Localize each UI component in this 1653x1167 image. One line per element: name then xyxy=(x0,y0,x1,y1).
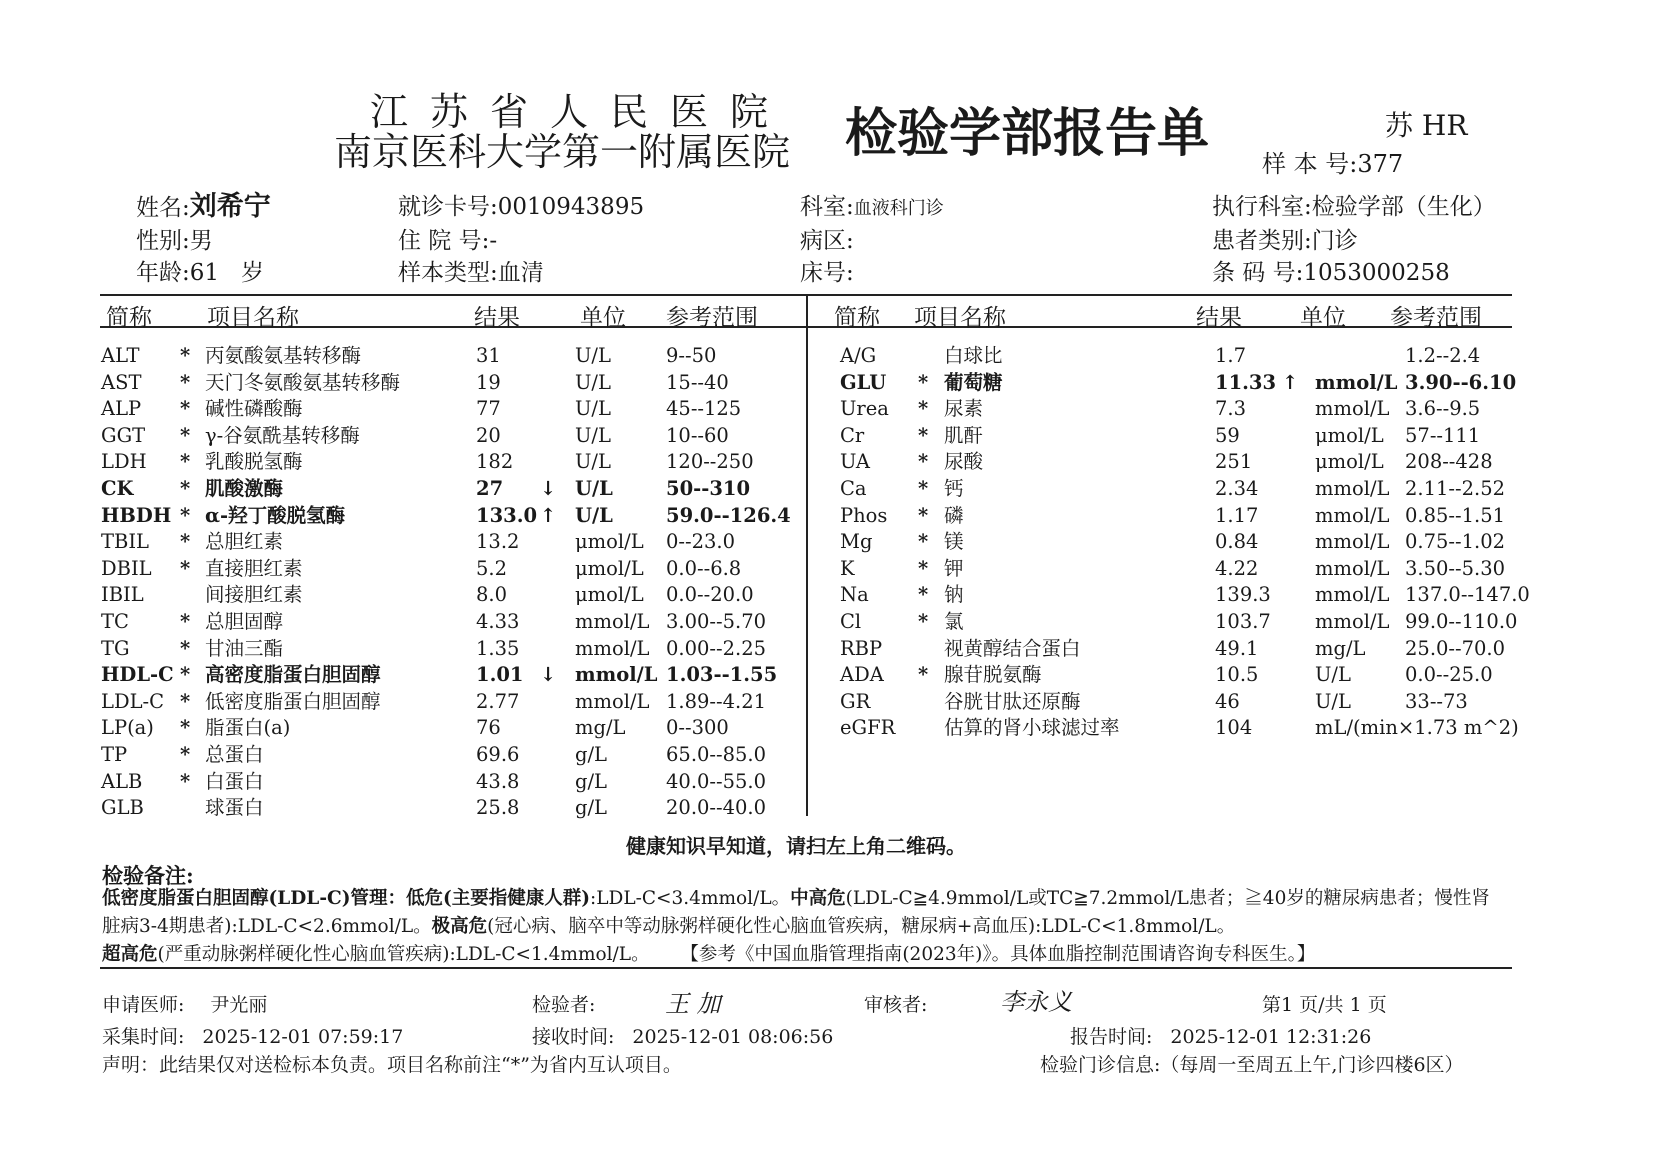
received-time xyxy=(532,1022,833,1049)
cell-star: * xyxy=(180,769,191,793)
cell-result: 76 xyxy=(476,716,501,740)
cell-name: 总蛋白 xyxy=(205,743,264,766)
patient-sex xyxy=(136,227,213,255)
cell-name: 钠 xyxy=(944,583,964,607)
cell-flag: ↑ xyxy=(1282,370,1299,394)
cell-range: 65.0--85.0 xyxy=(666,743,767,766)
cell-name: 腺苷脱氨酶 xyxy=(944,663,1042,687)
patient-name-value: 刘希宁 xyxy=(189,191,271,222)
patient-age-unit: 岁 xyxy=(241,260,265,286)
reviewer-signature: 李永义 xyxy=(1000,988,1072,1016)
cell-range: 3.00--5.70 xyxy=(666,610,767,633)
cell-star: * xyxy=(918,450,929,474)
cell-range: 0.75--1.02 xyxy=(1405,530,1506,554)
cell-range: 15--40 xyxy=(666,370,729,394)
cell-result: 13.2 xyxy=(476,530,520,554)
cell-result: 1.17 xyxy=(1215,503,1259,527)
cell-abbr: GR xyxy=(840,689,871,713)
cell-result: 25.8 xyxy=(476,796,520,820)
cell-flag: ↓ xyxy=(540,663,557,687)
visit-card xyxy=(398,193,644,221)
col-abbr-left: 简称 xyxy=(106,305,152,331)
cell-abbr: eGFR xyxy=(840,716,896,740)
cell-result: 1.7 xyxy=(1215,344,1247,367)
notes-mid-high-risk-heading: 中高危 xyxy=(790,888,846,909)
patient-type-label: 患者类别: xyxy=(1212,228,1312,254)
table-row xyxy=(0,662,1653,688)
cell-abbr: CK xyxy=(101,477,134,500)
patient-type-value: 门诊 xyxy=(1311,228,1358,254)
cell-result: 4.22 xyxy=(1215,556,1259,580)
cell-abbr: ADA xyxy=(840,663,884,687)
cell-star: * xyxy=(180,556,191,580)
cell-abbr: TG xyxy=(101,636,130,660)
cell-unit: U/L xyxy=(575,450,611,474)
notes-ldl-low-risk-heading: 低密度脂蛋白胆固醇(LDL-C)管理：低危(主要指健康人群) xyxy=(102,888,590,909)
sample-number-label: 样 本 号: xyxy=(1262,150,1358,178)
cell-unit: U/L xyxy=(575,423,611,447)
cell-name: α-羟丁酸脱氢酶 xyxy=(205,503,346,527)
cell-result: 11.33 xyxy=(1215,370,1277,394)
table-row xyxy=(0,742,1653,768)
cell-result: 69.6 xyxy=(476,743,520,766)
cell-abbr: Cr xyxy=(840,423,865,447)
exec-department-label: 执行科室: xyxy=(1212,194,1312,220)
cell-star: * xyxy=(180,344,191,367)
cell-range: 0.0--25.0 xyxy=(1405,663,1493,687)
department-label: 科室: xyxy=(800,194,854,220)
cell-star: * xyxy=(918,423,929,447)
cell-name: 镁 xyxy=(944,530,964,554)
cell-range: 3.6--9.5 xyxy=(1405,397,1481,421)
col-result-right: 结果 xyxy=(1196,305,1242,331)
cell-name: 脂蛋白(a) xyxy=(205,716,291,740)
cell-star: * xyxy=(918,663,929,687)
cell-star: * xyxy=(180,689,191,713)
cell-result: 5.2 xyxy=(476,556,508,580)
cell-result: 4.33 xyxy=(476,610,520,633)
cell-name: 氯 xyxy=(944,610,964,633)
cell-result: 31 xyxy=(476,344,501,367)
cell-unit: μmol/L xyxy=(1315,450,1384,474)
reviewer xyxy=(864,990,927,1017)
cell-result: 43.8 xyxy=(476,769,520,793)
table-row xyxy=(0,396,1653,422)
patient-age-value: 61 xyxy=(189,260,220,286)
report-time-label: 报告时间: xyxy=(1070,1026,1153,1048)
patient-type xyxy=(1212,227,1358,255)
notes-guideline-reference: 【参考《中国血脂管理指南(2023年)》。具体血脂控制范围请咨询专科医生。】 xyxy=(689,944,1316,965)
cell-result: 104 xyxy=(1215,716,1253,740)
cell-unit: μmol/L xyxy=(575,583,644,607)
requesting-doctor-value: 尹光丽 xyxy=(210,994,268,1016)
cell-unit: μmol/L xyxy=(575,556,644,580)
cell-name: 视黄醇结合蛋白 xyxy=(944,636,1081,660)
cell-name: 谷胱甘肽还原酶 xyxy=(944,689,1081,713)
hospital-name-line1: 江苏省人民医院 xyxy=(370,90,791,134)
cell-result: 27 xyxy=(476,477,504,500)
cell-star: * xyxy=(918,370,929,394)
cell-abbr: LDL-C xyxy=(101,689,165,713)
cell-name: 钙 xyxy=(944,477,964,500)
cell-range: 10--60 xyxy=(666,423,729,447)
col-range-left: 参考范围 xyxy=(666,305,758,331)
col-unit-right: 单位 xyxy=(1300,305,1346,331)
col-unit-left: 单位 xyxy=(580,305,626,331)
cell-result: 103.7 xyxy=(1215,610,1271,633)
visit-card-label: 就诊卡号: xyxy=(398,194,498,220)
cell-range: 45--125 xyxy=(666,397,742,421)
patient-name-label: 姓名: xyxy=(136,195,190,221)
cell-abbr: Mg xyxy=(840,530,873,554)
cell-flag: ↑ xyxy=(540,503,557,527)
notes-very-high-risk-heading: 极高危 xyxy=(431,916,488,937)
department-value: 血液科门诊 xyxy=(853,198,944,219)
cell-range: 0.00--2.25 xyxy=(666,636,767,660)
cell-name: 尿酸 xyxy=(944,450,984,474)
notes-extreme-risk-heading: 超高危 xyxy=(102,944,158,965)
visit-card-value: 0010943895 xyxy=(497,194,645,220)
received-time-value: 2025-12-01 08:06:56 xyxy=(632,1026,834,1048)
cell-result: 7.3 xyxy=(1215,397,1247,421)
table-row xyxy=(0,503,1653,529)
page-indicator: 第1 页/共 1 页 xyxy=(1262,994,1387,1016)
requesting-doctor-label: 申请医师: xyxy=(102,994,185,1016)
cell-unit: U/L xyxy=(1315,663,1351,687)
cell-abbr: TBIL xyxy=(101,530,149,554)
ward-label: 病区: xyxy=(800,228,854,254)
cell-star: * xyxy=(918,397,929,421)
table-row xyxy=(0,636,1653,662)
cell-range: 9--50 xyxy=(666,344,717,367)
ward xyxy=(800,227,854,255)
cell-abbr: ALT xyxy=(101,344,140,367)
barcode-label: 条 码 号: xyxy=(1212,260,1304,286)
tester xyxy=(532,990,595,1017)
clinic-info: 检验门诊信息:（每周一至周五上午,门诊四楼6区） xyxy=(1040,1054,1464,1076)
barcode-value: 1053000258 xyxy=(1303,260,1450,286)
cell-result: 133.0 xyxy=(476,503,538,527)
cell-result: 49.1 xyxy=(1215,636,1259,660)
cell-star: * xyxy=(180,477,191,500)
sample-type xyxy=(398,259,544,287)
health-tip: 健康知识早知道，请扫左上角二维码。 xyxy=(626,834,966,858)
cell-star: * xyxy=(180,663,191,687)
cell-star: * xyxy=(918,477,929,500)
cell-name: 甘油三酯 xyxy=(205,636,284,660)
cell-star: * xyxy=(180,636,191,660)
cell-name: 尿素 xyxy=(944,397,984,421)
cell-unit: mmol/L xyxy=(575,689,650,713)
cell-range: 120--250 xyxy=(666,450,754,474)
disclaimer: 声明：此结果仅对送检标本负责。项目名称前注“*”为省内互认项目。 xyxy=(102,1054,682,1076)
cell-abbr: Urea xyxy=(840,397,889,421)
exec-department-value: 检验学部（生化） xyxy=(1311,194,1496,220)
cell-unit: U/L xyxy=(1315,689,1351,713)
cell-name: 总胆固醇 xyxy=(205,610,284,633)
table-row xyxy=(0,449,1653,475)
table-row xyxy=(0,476,1653,502)
cell-unit: mmol/L xyxy=(1315,530,1390,554)
cell-name: 乳酸脱氢酶 xyxy=(205,450,303,474)
cell-unit: mmol/L xyxy=(575,636,650,660)
cell-unit: μmol/L xyxy=(1315,423,1384,447)
hospital-name-line2: 南京医科大学第一附属医院 xyxy=(334,130,791,174)
patient-name xyxy=(136,193,271,222)
bed xyxy=(800,259,854,287)
cell-abbr: TP xyxy=(101,743,128,766)
cell-result: 46 xyxy=(1215,689,1240,713)
cell-unit: mmol/L xyxy=(1315,583,1390,607)
cell-star: * xyxy=(180,743,191,766)
cell-range: 0--23.0 xyxy=(666,530,736,554)
cell-unit: U/L xyxy=(575,503,613,527)
report-time xyxy=(1070,1022,1371,1049)
cell-star: * xyxy=(180,450,191,474)
table-row xyxy=(0,795,1653,821)
cell-result: 182 xyxy=(476,450,514,474)
cell-name: 白球比 xyxy=(944,344,1003,367)
tester-label: 检验者: xyxy=(532,994,596,1016)
cell-unit: mmol/L xyxy=(575,663,658,687)
cell-star: * xyxy=(918,503,929,527)
cell-unit: mmol/L xyxy=(1315,477,1390,500)
cell-range: 3.50--5.30 xyxy=(1405,556,1506,580)
cell-unit: g/L xyxy=(575,796,608,820)
cell-unit: mmol/L xyxy=(575,610,650,633)
table-row xyxy=(0,715,1653,741)
cell-unit: g/L xyxy=(575,743,608,766)
cell-range: 25.0--70.0 xyxy=(1405,636,1506,660)
cell-star: * xyxy=(180,423,191,447)
cell-result: 10.5 xyxy=(1215,663,1259,687)
inpatient-no-label: 住 院 号: xyxy=(398,228,490,254)
notes-mid-high-risk-text: (LDL-C≧4.9mmol/L或TC≧7.2mmol/L患者；≧40岁的糖尿病患者；慢性肾脏病3-4期患者):LDL-C<2.6mmol/L。 xyxy=(102,888,1490,937)
col-name-left: 项目名称 xyxy=(207,305,299,331)
barcode xyxy=(1212,259,1450,287)
requesting-doctor xyxy=(102,990,267,1017)
cell-star: * xyxy=(180,716,191,740)
cell-abbr: AST xyxy=(101,370,142,394)
cell-star: * xyxy=(180,397,191,421)
cell-abbr: GLU xyxy=(840,370,887,394)
cell-name: 碱性磷酸酶 xyxy=(205,397,303,421)
reviewer-label: 审核者: xyxy=(864,994,928,1016)
cell-name: 钾 xyxy=(944,556,964,580)
cell-unit: mmol/L xyxy=(1315,370,1398,394)
cell-result: 77 xyxy=(476,397,501,421)
cell-unit: mL/(min×1.73 m^2) xyxy=(1315,716,1519,740)
cell-result: 19 xyxy=(476,370,501,394)
cell-abbr: RBP xyxy=(840,636,883,660)
notes-body xyxy=(102,885,1502,969)
sample-type-value: 血清 xyxy=(497,260,544,286)
cell-abbr: HDL-C xyxy=(101,663,174,687)
cell-abbr: LDH xyxy=(101,450,147,474)
table-row xyxy=(0,370,1653,396)
sample-number xyxy=(1262,150,1403,178)
cell-abbr: UA xyxy=(840,450,870,474)
cell-unit: mg/L xyxy=(575,716,626,740)
notes-title: 检验备注: xyxy=(102,863,194,888)
inpatient-no-value: - xyxy=(489,228,498,254)
tester-signature: 王 加 xyxy=(665,990,721,1018)
cell-result: 251 xyxy=(1215,450,1253,474)
cell-result: 139.3 xyxy=(1215,583,1271,607)
cell-abbr: A/G xyxy=(840,344,877,367)
cell-star: * xyxy=(918,530,929,554)
col-range-right: 参考范围 xyxy=(1390,305,1482,331)
collected-time xyxy=(102,1022,403,1049)
cell-range: 0--300 xyxy=(666,716,729,740)
cell-abbr: GLB xyxy=(101,796,144,820)
table-row xyxy=(0,769,1653,795)
patient-age-label: 年龄: xyxy=(136,260,190,286)
cell-range: 208--428 xyxy=(1405,450,1493,474)
cell-abbr: HBDH xyxy=(101,503,172,527)
cell-star: * xyxy=(918,556,929,580)
cell-name: 丙氨酸氨基转移酶 xyxy=(205,344,362,367)
cell-name: 球蛋白 xyxy=(205,796,264,820)
table-row xyxy=(0,423,1653,449)
cell-range: 137.0--147.0 xyxy=(1405,583,1530,607)
table-row xyxy=(0,529,1653,555)
cell-result: 59 xyxy=(1215,423,1240,447)
sample-number-value: 377 xyxy=(1357,150,1404,178)
cell-unit: mmol/L xyxy=(1315,556,1390,580)
report-title: 检验学部报告单 xyxy=(845,104,1210,164)
cell-range: 50--310 xyxy=(666,477,751,500)
cell-name: 估算的肾小球滤过率 xyxy=(944,716,1120,740)
cell-result: 20 xyxy=(476,423,501,447)
cell-unit: μmol/L xyxy=(575,530,644,554)
cell-unit: U/L xyxy=(575,397,611,421)
bed-label: 床号: xyxy=(800,260,854,286)
cell-unit: g/L xyxy=(575,769,608,793)
notes-extreme-risk-text: (严重动脉粥样硬化性心脑血管疾病):LDL-C<1.4mmol/L。 xyxy=(157,944,650,965)
cell-star: * xyxy=(180,503,191,527)
cell-range: 3.90--6.10 xyxy=(1405,370,1517,394)
table-row xyxy=(0,689,1653,715)
cell-result: 8.0 xyxy=(476,583,508,607)
cell-range: 99.0--110.0 xyxy=(1405,610,1518,633)
cell-range: 33--73 xyxy=(1405,689,1468,713)
cell-abbr: GGT xyxy=(101,423,146,447)
collected-time-label: 采集时间: xyxy=(102,1026,185,1048)
cell-abbr: Phos xyxy=(840,503,888,527)
cell-name: 低密度脂蛋白胆固醇 xyxy=(205,689,381,713)
cell-range: 40.0--55.0 xyxy=(666,769,767,793)
cell-range: 1.2--2.4 xyxy=(1405,344,1481,367)
sample-type-label: 样本类型: xyxy=(398,260,498,286)
notes-very-high-risk-text: (冠心病、脑卒中等动脉粥样硬化性心脑血管疾病，糖尿病+高血压):LDL-C<1.8mmol/L。 xyxy=(487,916,1236,937)
cell-name: 葡萄糖 xyxy=(944,370,1003,394)
cell-abbr: Ca xyxy=(840,477,867,500)
table-row xyxy=(0,556,1653,582)
col-name-right: 项目名称 xyxy=(914,305,1006,331)
cell-abbr: Cl xyxy=(840,610,862,633)
collected-time-value: 2025-12-01 07:59:17 xyxy=(202,1026,404,1048)
cell-abbr: ALB xyxy=(101,769,143,793)
cell-name: 肌酐 xyxy=(944,423,984,447)
cell-name: 间接胆红素 xyxy=(205,583,303,607)
table-row xyxy=(0,582,1653,608)
cell-range: 2.11--2.52 xyxy=(1405,477,1506,500)
cell-name: 天门冬氨酸氨基转移酶 xyxy=(205,370,401,394)
table-row xyxy=(0,609,1653,635)
cell-star: * xyxy=(180,370,191,394)
cell-result: 0.84 xyxy=(1215,530,1259,554)
col-abbr-right: 简称 xyxy=(834,305,880,331)
cell-name: γ-谷氨酰基转移酶 xyxy=(205,423,360,447)
cell-abbr: Na xyxy=(840,583,869,607)
region-code: 苏 HR xyxy=(1385,109,1468,142)
notes-ldl-low-risk-text: :LDL-C<3.4mmol/L。 xyxy=(589,888,791,909)
cell-range: 0.0--20.0 xyxy=(666,583,754,607)
inpatient-no xyxy=(398,227,497,255)
cell-result: 1.35 xyxy=(476,636,520,660)
table-row xyxy=(0,343,1653,369)
cell-star: * xyxy=(180,610,191,633)
cell-abbr: K xyxy=(840,556,855,580)
notes-bottom-rule xyxy=(100,967,1512,969)
cell-name: 总胆红素 xyxy=(205,530,284,554)
cell-abbr: DBIL xyxy=(101,556,152,580)
received-time-label: 接收时间: xyxy=(532,1026,615,1048)
cell-unit: mg/L xyxy=(1315,636,1366,660)
exec-department xyxy=(1212,193,1496,221)
patient-sex-value: 男 xyxy=(189,228,213,254)
report-time-value: 2025-12-01 12:31:26 xyxy=(1170,1026,1372,1048)
cell-unit: U/L xyxy=(575,477,613,500)
cell-star: * xyxy=(918,583,929,607)
cell-range: 20.0--40.0 xyxy=(666,796,767,820)
cell-unit: U/L xyxy=(575,370,611,394)
cell-name: 磷 xyxy=(944,503,964,527)
cell-name: 白蛋白 xyxy=(205,769,264,793)
cell-range: 59.0--126.4 xyxy=(666,503,791,527)
cell-abbr: TC xyxy=(101,610,129,633)
cell-unit: mmol/L xyxy=(1315,397,1390,421)
cell-star: * xyxy=(180,530,191,554)
cell-abbr: ALP xyxy=(101,397,142,421)
patient-age xyxy=(136,259,264,287)
cell-star: * xyxy=(918,610,929,633)
cell-range: 1.89--4.21 xyxy=(666,689,767,713)
cell-unit: mmol/L xyxy=(1315,503,1390,527)
cell-range: 0.85--1.51 xyxy=(1405,503,1506,527)
cell-flag: ↓ xyxy=(540,477,557,500)
cell-name: 肌酸激酶 xyxy=(205,477,284,500)
cell-abbr: LP(a) xyxy=(101,716,154,740)
cell-range: 1.03--1.55 xyxy=(666,663,778,687)
cell-range: 57--111 xyxy=(1405,423,1481,447)
cell-name: 直接胆红素 xyxy=(205,556,303,580)
cell-result: 2.34 xyxy=(1215,477,1259,500)
col-result-left: 结果 xyxy=(474,305,520,331)
cell-range: 0.0--6.8 xyxy=(666,556,742,580)
patient-sex-label: 性别: xyxy=(136,228,190,254)
cell-name: 高密度脂蛋白胆固醇 xyxy=(205,663,381,687)
cell-result: 1.01 xyxy=(476,663,524,687)
cell-unit: U/L xyxy=(575,344,611,367)
cell-abbr: IBIL xyxy=(101,583,144,607)
cell-result: 2.77 xyxy=(476,689,520,713)
department xyxy=(800,193,944,223)
cell-unit: mmol/L xyxy=(1315,610,1390,633)
